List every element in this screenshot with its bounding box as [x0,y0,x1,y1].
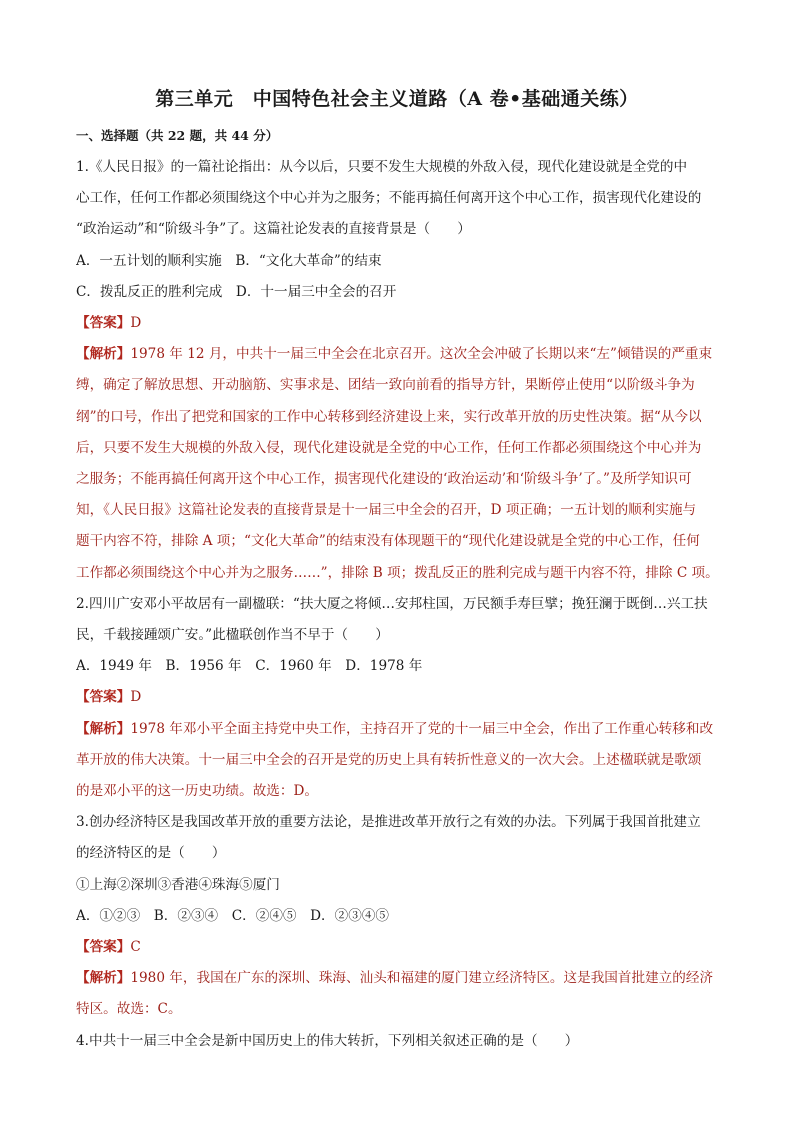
answer-tag: 【答案】 [76,939,131,956]
question-stem-line: 1.《人民日报》的一篇社论指出：从今以后，只要不发生大规模的外敌入侵，现代化建设就是全党的中 [76,159,688,175]
question-3 [76,807,724,1025]
analysis-line: 的是邓小平的这一历史功绩。故选：D。 [76,783,318,800]
analysis-line: 之服务；不能再搞任何离开这个中心工作，损害现代化建设的‘政治运动’和‘阶级斗争’了。”及所学知识可 [76,471,692,488]
question-items-line: ①上海②深圳③香港④珠海⑤厦门 [76,876,280,893]
analysis-line [76,963,724,994]
page-title: 第三单元 中国特色社会主义道路（A 卷•基础通关练） [155,88,639,110]
analysis-line: 知，《人民日报》这篇社论发表的直接背景是十一届三中全会的召开，D 项正确；一五计划的顺利实施与 [76,502,697,519]
analysis-tag: 【解析】 [76,970,131,987]
answer-line [76,682,724,713]
analysis-text: 1978 年 12 月，中共十一届三中全会在北京召开。这次全会冲破了长期以来“左”倾错误的严重束 [130,346,713,363]
analysis-line: 缚，确定了解放思想、开动脑筋、实事求是、团结一致向前看的指导方针，果断停止使用“以阶级斗争为 [76,377,695,394]
answer-tag: 【答案】 [76,315,131,332]
answer-value: D [130,689,142,706]
analysis-line: 后，只要不发生大规模的外敌入侵，现代化建设就是全党的中心工作，任何工作都必须围绕这个中心并为 [76,439,702,456]
answer-value: C [130,939,141,956]
question-option-line: A．1949 年 B．1956 年 C．1960 年 D．1978 年 [76,658,423,675]
question-stem-line: 心工作，任何工作都必须围绕这个中心并为之服务；不能再搞任何离开这个中心工作，损害现代化建设的 [76,190,702,207]
analysis-text: 1978 年邓小平全面主持党中央工作，主持召开了党的十一届三中全会，作出了工作重心转移和改 [130,720,714,737]
analysis-text: 1980 年，我国在广东的深圳、珠海、汕头和福建的厦门建立经济特区。这是我国首批建立的经济 [130,970,714,987]
answer-line [76,308,724,339]
question-1 [76,152,724,589]
question-2 [76,589,724,807]
question-stem-line: 3.创办经济特区是我国改革开放的重要方法论，是推进改革开放行之有效的办法。下列属于我国首批建立 [76,814,701,831]
question-stem-line: 的经济特区的是（ ） [76,845,226,862]
answer-tag: 【答案】 [76,689,131,706]
question-stem-line: “政治运动”和“阶级斗争”了。这篇社论发表的直接背景是（ ） [76,221,471,238]
analysis-tag: 【解析】 [76,346,131,363]
question-list [76,152,724,1057]
section-heading: 一、选择题（共 22 题，共 44 分） [76,128,279,143]
analysis-line: 纲”的口号，作出了把党和国家的工作中心转移到经济建设上来，实行改革开放的历史性决策。据“从今以 [76,408,702,425]
analysis-line [76,714,724,745]
analysis-line: 革开放的伟大决策。十一届三中全会的召开是党的历史上具有转折性意义的一次大会。上述楹联就是歌颂 [76,751,702,768]
analysis-line: 题干内容不符，排除 A 项；“文化大革命”的结束没有体现题干的“现代化建设就是全党的中心工作，任何 [76,533,700,550]
analysis-tag: 【解析】 [76,720,131,737]
analysis-line: 工作都必须围绕这个中心并为之服务……”，排除 B 项；拨乱反正的胜利完成与题干内容不符，排除 C 项。 [76,564,719,581]
question-option-line: C．拨乱反正的胜利完成 D．十一届三中全会的召开 [76,283,397,300]
answer-line [76,932,724,963]
answer-value: D [130,315,142,332]
question-stem-line: 民，千载接踵颂广安。”此楹联创作当不早于（ ） [76,627,389,644]
question-stem-line: 2.四川广安邓小平故居有一副楹联：“扶大厦之将倾…安邦柱国，万民额手寿巨擘；挽狂澜于既倒…兴工扶 [76,595,708,612]
question-4 [76,1026,724,1057]
question-stem-line: 4.中共十一届三中全会是新中国历史上的伟大转折，下列相关叙述正确的是（ ） [76,1032,579,1049]
question-option-line: A．①②③ B．②③④ C．②④⑤ D．②③④⑤ [76,907,389,924]
analysis-line [76,339,724,370]
question-option-line: A．一五计划的顺利实施 B．“文化大革命”的结束 [76,252,382,269]
analysis-line: 特区。故选：C。 [76,1001,182,1018]
